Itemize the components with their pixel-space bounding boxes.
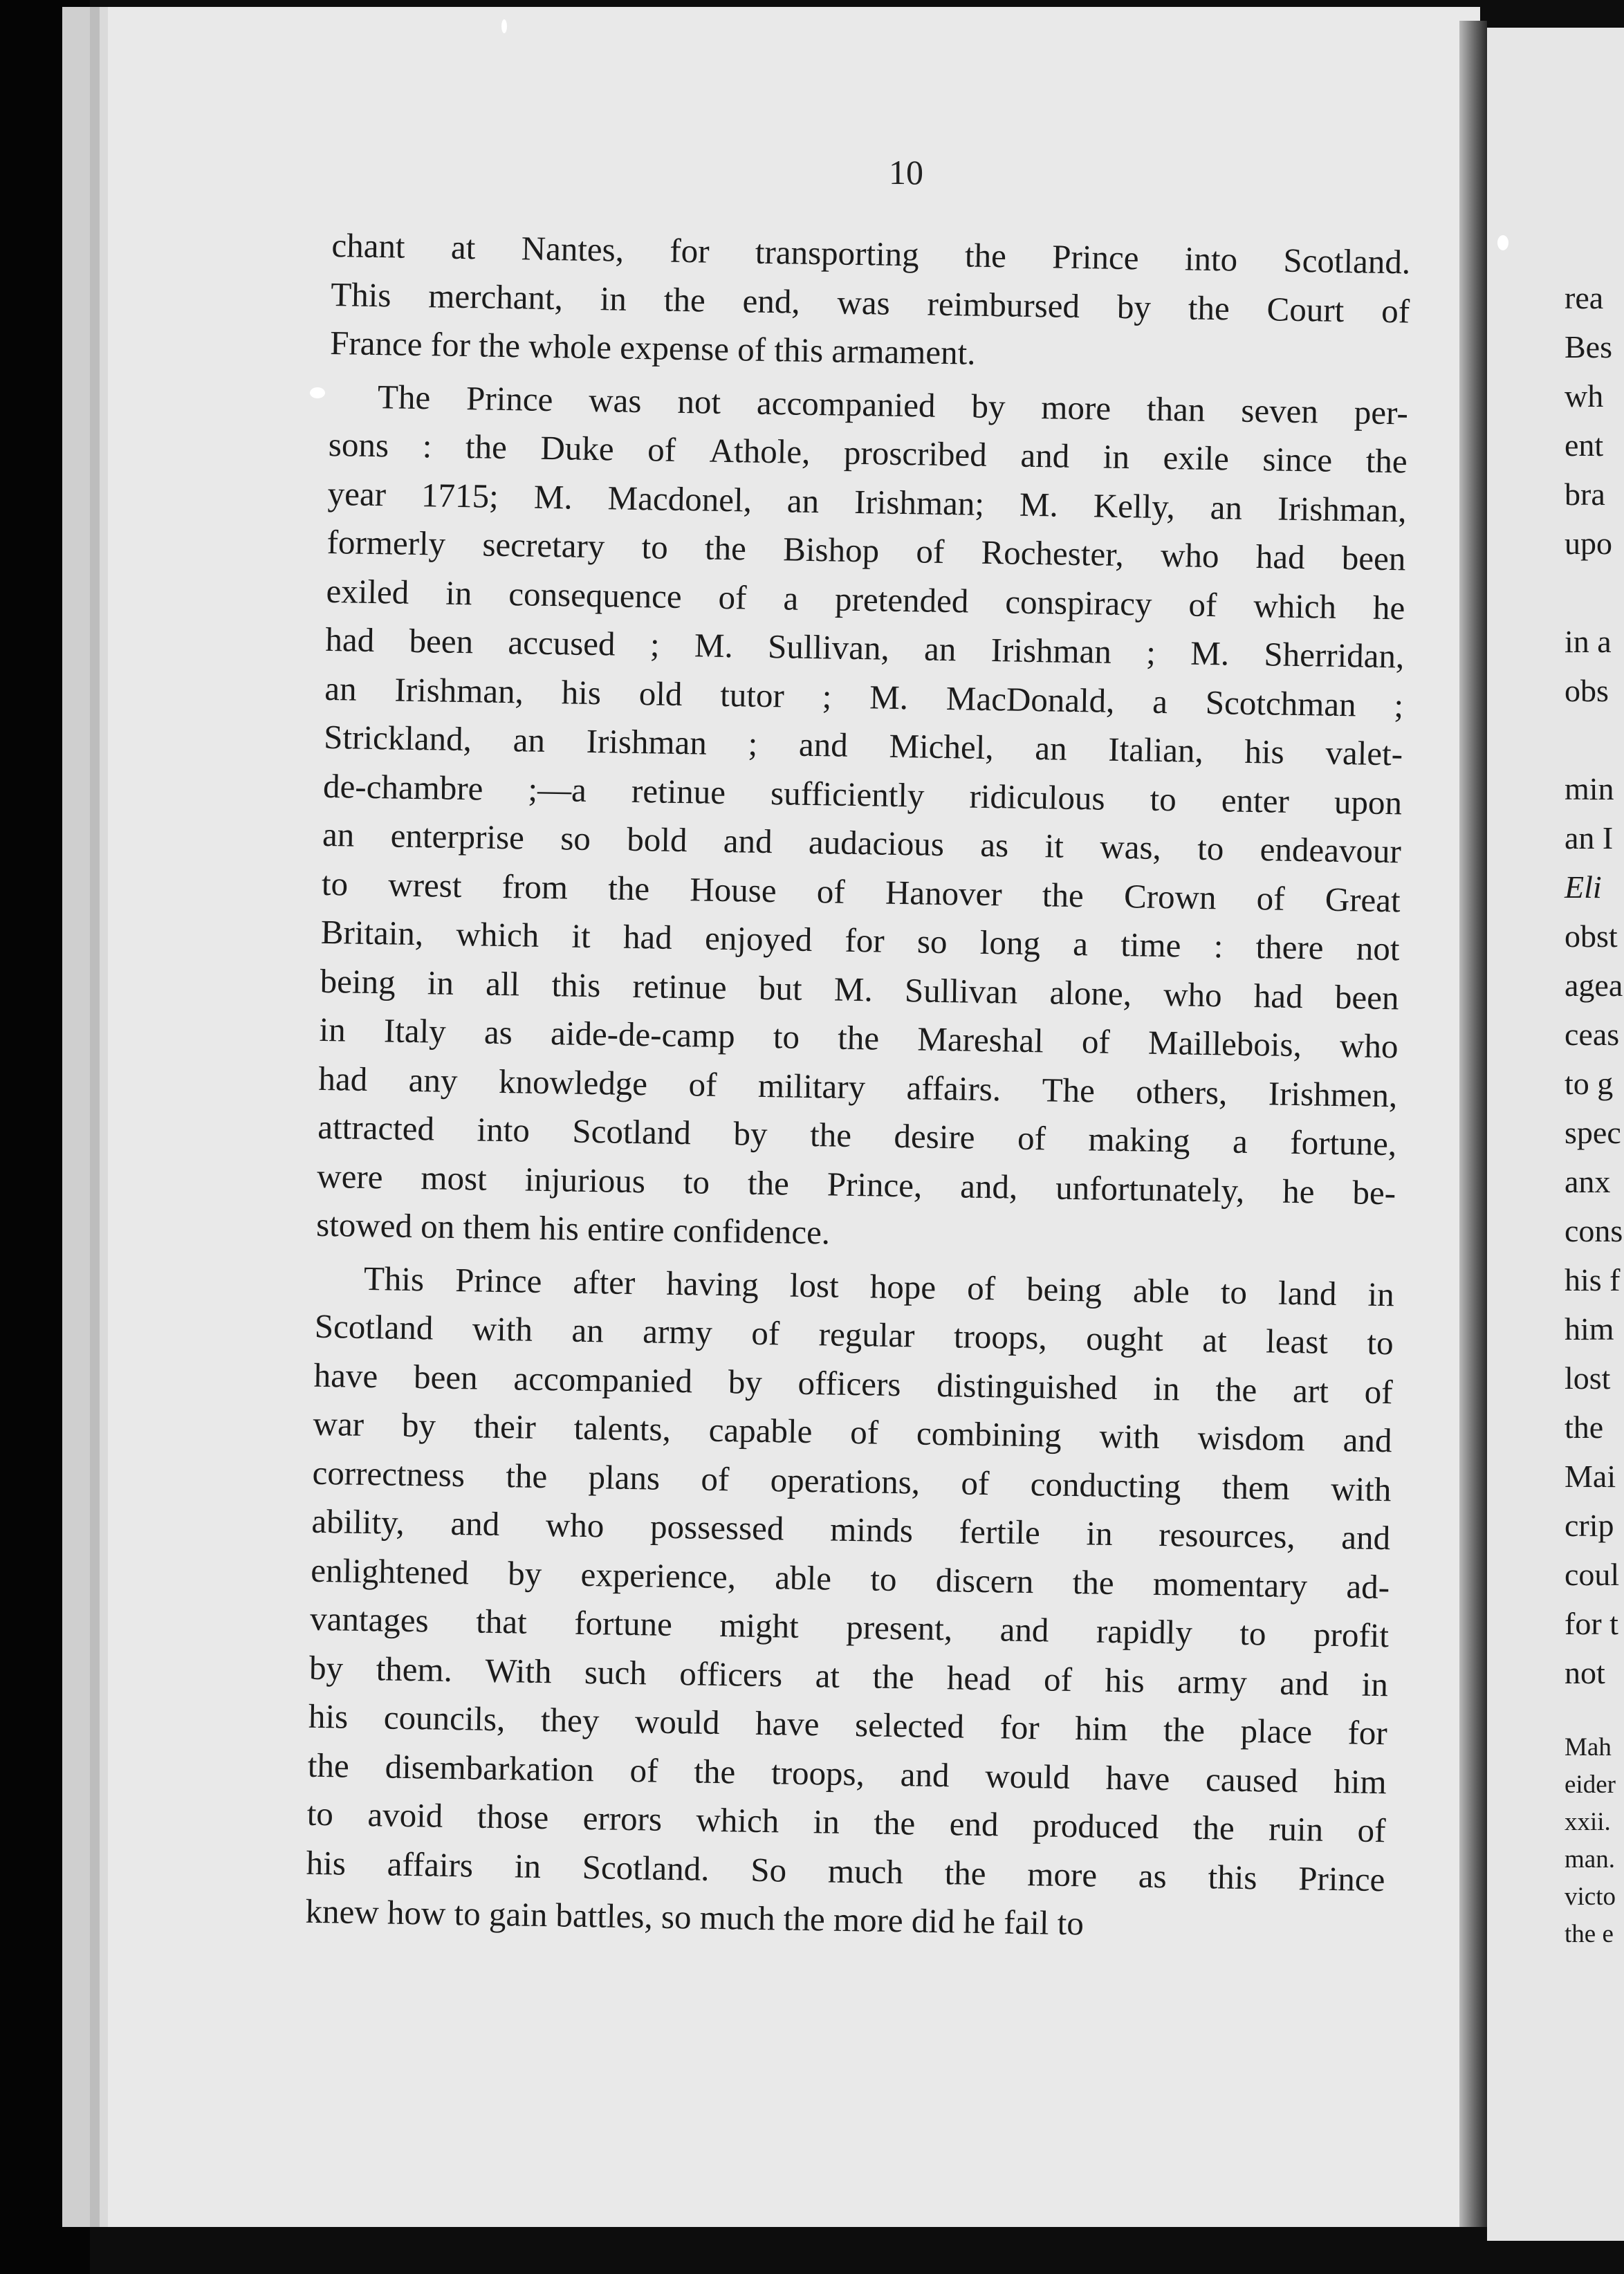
right-page-line: anx: [1565, 1164, 1611, 1199]
right-page-line: spec: [1565, 1115, 1621, 1150]
right-page-line: cons: [1565, 1213, 1623, 1248]
text-line: an Irishman, his old tutor ; M. MacDonald, a Scotchman ;: [324, 669, 1404, 724]
right-page-line: to g: [1565, 1066, 1614, 1101]
text-line: correctness the plans of operations, of conducting them with: [312, 1453, 1392, 1508]
text-line: to wrest from the House of Hanover the Crown of Great: [321, 864, 1401, 919]
text-line: sons : the Duke of Athole, proscribed and in exile since the: [328, 425, 1408, 481]
text-line: Scotland with an army of regular troops, ought at least to: [314, 1306, 1394, 1362]
right-page-line: upo: [1565, 526, 1612, 561]
right-page-note-line: the e: [1565, 1920, 1614, 1948]
text-line: had been accused ; M. Sullivan, an Irishman ; M. Sherridan,: [325, 620, 1405, 676]
right-page-line: bra: [1565, 477, 1605, 512]
right-page-line: coul: [1565, 1557, 1620, 1592]
text-line: the disembarkation of the troops, and would have caused him: [307, 1746, 1387, 1801]
text-line: had any knowledge of military affairs. The others, Irishmen,: [318, 1059, 1398, 1114]
right-page-line: wh: [1565, 378, 1604, 414]
right-page-line: [1565, 568, 1623, 617]
text-line: de-chambre ;—a retinue sufficiently ridiculous to enter upon: [322, 766, 1403, 822]
right-page-line: Eli: [1565, 869, 1602, 905]
right-page-line: lost: [1565, 1360, 1611, 1396]
text-line: stowed on them his entire confidence.: [315, 1205, 831, 1252]
right-page-fragment: [1487, 28, 1624, 2241]
text-line: vantages that fortune might present, and rapidly to profit: [309, 1599, 1390, 1655]
right-page-line: an I: [1565, 820, 1614, 856]
text-line: formerly secretary to the Bishop of Rochester, who had been: [326, 522, 1406, 578]
text-line: attracted into Scotland by the desire of making a fortune,: [317, 1107, 1397, 1163]
paper-speck: [501, 19, 507, 33]
text-line: Britain, which it had enjoyed for so long a time : there not: [320, 912, 1400, 968]
right-page-note-line: man.: [1565, 1845, 1615, 1874]
right-page-line: ceas: [1565, 1017, 1620, 1052]
right-page-line: his f: [1565, 1262, 1621, 1297]
text-line: by them. With such officers at the head of his army and in: [308, 1648, 1389, 1703]
main-text-block: [305, 221, 1411, 1953]
paper-speck: [310, 387, 325, 398]
text-line: have been accompanied by officers distinguished in the art of: [313, 1356, 1394, 1411]
right-page-line: [1565, 715, 1623, 764]
right-page-line: for t: [1565, 1606, 1618, 1641]
right-page-line: rea: [1565, 280, 1604, 315]
right-page-note-line: eider: [1565, 1771, 1616, 1799]
right-page-line: min: [1565, 771, 1614, 806]
right-page-line: Bes: [1565, 329, 1612, 364]
right-page-line: obst: [1565, 918, 1618, 954]
text-line: were most injurious to the Prince, and, unfortunately, he be-: [316, 1156, 1396, 1212]
right-page-line: agea: [1565, 968, 1623, 1003]
right-page-text: [1565, 273, 1623, 1697]
right-page-line: him: [1565, 1311, 1614, 1347]
right-page-line: ent: [1565, 427, 1604, 463]
text-line: to avoid those errors which in the end produced the ruin of: [306, 1794, 1386, 1850]
text-line: exiled in consequence of a pretended conspiracy of which he: [326, 571, 1405, 627]
right-page-note-line: Mah: [1565, 1733, 1612, 1762]
page-gutter: [1459, 21, 1487, 2227]
text-line: war by their talents, capable of combining with wisdom and: [313, 1404, 1392, 1460]
right-page-line: not: [1565, 1655, 1605, 1690]
right-page-note-line: victo: [1565, 1883, 1616, 1911]
text-line: an enterprise so bold and audacious as it was, to endeavour: [322, 815, 1402, 871]
right-page-line: in a: [1565, 624, 1612, 659]
right-page-footnotes: [1565, 1729, 1616, 1953]
text-line: The Prince was not accompanied by more than seven per-: [377, 377, 1409, 432]
right-page-line: obs: [1565, 673, 1609, 708]
text-line: ability, and who possessed minds fertile in resources, and: [311, 1501, 1391, 1557]
page-number: 10: [889, 153, 923, 192]
right-page-line: crip: [1565, 1508, 1614, 1543]
paper-speck: [1497, 235, 1508, 250]
right-page-line: Mai: [1565, 1459, 1616, 1494]
text-line: his councils, they would have selected for him the place for: [308, 1697, 1388, 1753]
text-line: This Prince after having lost hope of being able to land in: [363, 1259, 1395, 1313]
text-line: in Italy as aide-de-camp to the Mareshal of Maillebois, who: [319, 1010, 1399, 1066]
text-line: France for the whole expense of this armament.: [329, 323, 976, 372]
text-line: year 1715; M. Macdonel, an Irishman; M. Kelly, an Irishman,: [327, 474, 1407, 529]
text-line: This merchant, in the end, was reimbursed by the Court of: [330, 275, 1410, 330]
right-page-note-line: xxii.: [1565, 1808, 1611, 1836]
text-line: chant at Nantes, for transporting the Prince into Scotland.: [331, 225, 1411, 281]
text-line: being in all this retinue but M. Sullivan alone, who had been: [320, 961, 1399, 1017]
text-line: knew how to gain battles, so much the more did he fail to: [305, 1892, 1085, 1943]
right-page-line: the: [1565, 1409, 1604, 1445]
text-line: enlightened by experience, able to discern the momentary ad-: [310, 1551, 1390, 1606]
text-line: Strickland, an Irishman ; and Michel, an Italian, his valet-: [323, 717, 1403, 773]
text-line: his affairs in Scotland. So much the more as this Prince: [306, 1843, 1385, 1898]
